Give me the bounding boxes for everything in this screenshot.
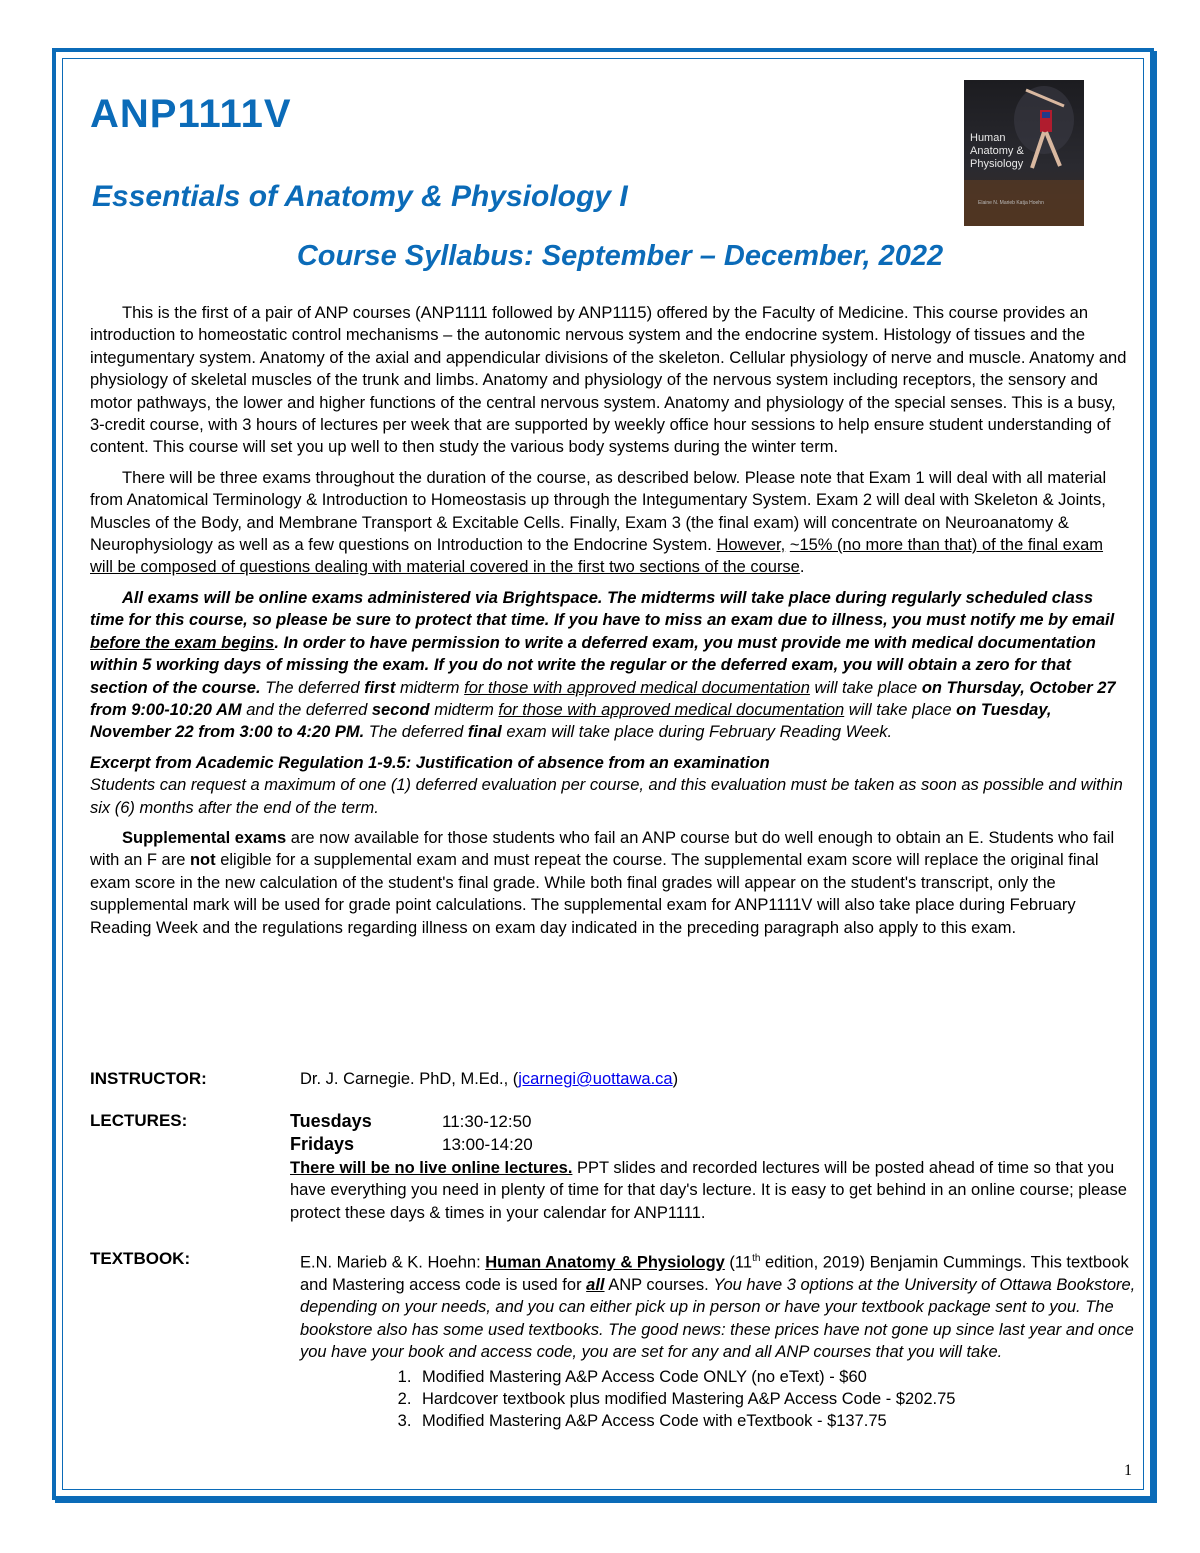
list-item: 1. Modified Mastering A&P Access Code ONLY (no eText) - $60 xyxy=(416,1366,1140,1388)
instructor-label: INSTRUCTOR: xyxy=(90,1069,207,1088)
intro-paragraph: This is the first of a pair of ANP courses (ANP1111 followed by ANP1115) offered by the Faculty of Medicine. This course provides an introduction to homeostatic control mechanisms – the autonomic nervous system and the endocrine system. Histology of tissues and the integumentary system. Anatomy of the axial and appendicular divisions of the skeleton. Cellular physiology of nerve and muscle. Anatomy and physiology of skeletal muscles of the trunk and limbs. Anatomy and physiology of the nervous system including receptors, the sensory and motor pathways, the lower and higher functions of the central nervous system. Anatomy and physiology of the special senses. This is a busy, 3-credit course, with 3 hours of lectures per week that are supported by weekly office hour sessions to help ensure student understanding of content. This course will set you up well to then study the various body systems during the winter term. xyxy=(90,304,1127,457)
lecture-row: Tuesdays 11:30-12:50 xyxy=(290,1111,532,1131)
list-item: 3. Modified Mastering A&P Access Code with eTextbook - $137.75 xyxy=(416,1410,1140,1432)
regulation-heading: Excerpt from Academic Regulation 1-9.5: Justification of absence from an examination xyxy=(90,753,770,772)
syllabus-line: Course Syllabus: September – December, 2022 xyxy=(296,240,944,272)
cover-authors: Elaine N. Marieb Katja Hoehn xyxy=(978,200,1044,206)
lectures-notice: There will be no live online lectures. PPT slides and recorded lectures will be posted ahead of time so that you have everything you need in plenty of time for that day's lecture. It is easy to get behind in an online course; please protect these days & times in your calendar for ANP1111. xyxy=(290,1158,1127,1222)
lectures-value xyxy=(290,1110,1140,1224)
list-item: 2. Hardcover textbook plus modified Mastering A&P Access Code - $202.75 xyxy=(416,1388,1140,1410)
exam-structure-paragraph: There will be three exams throughout the duration of the course, as described below. Please note that Exam 1 will deal with all material from Anatomical Terminology & Introduction to Homeostasis up through the Integumentary System. Exam 2 will deal with Skeleton & Joints, Muscles of the Body, and Membrane Transport & Excitable Cells. Finally, Exam 3 (the final exam) will concentrate on Neuroanatomy & Neurophysiology as well as a few questions on Introduction to the Endocrine System. However, ~15% (no more than that) of the final exam will be composed of questions dealing with material covered in the first two sections of the course. xyxy=(90,468,1107,577)
textbook-label: TEXTBOOK: xyxy=(90,1249,191,1268)
lectures-label: LECTURES: xyxy=(90,1111,188,1130)
textbook-value: E.N. Marieb & K. Hoehn: Human Anatomy & Physiology (11th edition, 2019) Benjamin Cummings. This textbook and Mastering access code is used for all ANP courses. You have 3 options at the University of Ottawa Bookstore, depending on your needs, and you can either pick up in person or have your textbook package sent to you. The bookstore also has some used textbooks. The good news: these prices have not gone up since last year and once you have your book and access code, you are set for any and all ANP courses that you will take. 1. Modified Mastering A&P Access Code ONLY (no eText) - $60 2. Hardcover textbook plus modified Mastering A&P Access Code - $202.75 3. Modified Mastering A&P Access Code with eTextbook - $137.75 xyxy=(300,1248,1140,1433)
supplemental-paragraph: Supplemental exams are now available for those students who fail an ANP course but do well enough to obtain an E. Students who fail with an F are not eligible for a supplemental exam and must repeat the course. The supplemental exam score will replace the original final exam score in the new calculation of the student's final grade. While both final grades will appear on the student's transcript, only the supplemental mark will be used for grade point calculations. The supplemental exam for ANP1111V will also take place during February Reading Week and the regulations regarding illness on exam day indicated in the preceding paragraph also apply to this exam. xyxy=(90,828,1115,937)
regulation-excerpt xyxy=(90,752,1130,819)
instructor-email-link[interactable]: jcarnegi@uottawa.ca xyxy=(518,1070,673,1088)
instructor-value: Dr. J. Carnegie. PhD, M.Ed., (jcarnegi@uottawa.ca) xyxy=(300,1070,679,1088)
purchase-options-list xyxy=(300,1366,1140,1433)
textbook-cover-image xyxy=(964,80,1084,226)
course-title: Essentials of Anatomy & Physiology I xyxy=(92,180,628,213)
regulation-text: Students can request a maximum of one (1) deferred evaluation per course, and this evaluation must be taken as soon as possible and within six (6) months after the end of the term. xyxy=(90,776,1123,817)
syllabus-body xyxy=(90,302,1130,947)
page-number: 1 xyxy=(1124,1462,1132,1479)
cover-title: Human Anatomy & Physiology xyxy=(970,132,1024,170)
lecture-row: Fridays 13:00-14:20 xyxy=(290,1134,533,1155)
course-code: ANP1111V xyxy=(90,92,292,136)
exam-policy-paragraph: All exams will be online exams administered via Brightspace. The midterms will take place during regularly scheduled class time for this course, so please be sure to protect that time. If you have to miss an exam due to illness, you must notify me by email before the exam begins. In order to have permission to write a deferred exam, you must provide me with medical documentation within 5 working days of missing the exam. If you do not write the regular or the deferred exam, you will obtain a zero for that section of the course. The deferred first midterm for those with approved medical documentation will take place on Thursday, October 27 from 9:00-10:20 AM and the deferred second midterm for those with approved medical documentation will take place on Tuesday, November 22 from 3:00 to 4:20 PM. The deferred final exam will take place during February Reading Week. xyxy=(90,588,1116,742)
